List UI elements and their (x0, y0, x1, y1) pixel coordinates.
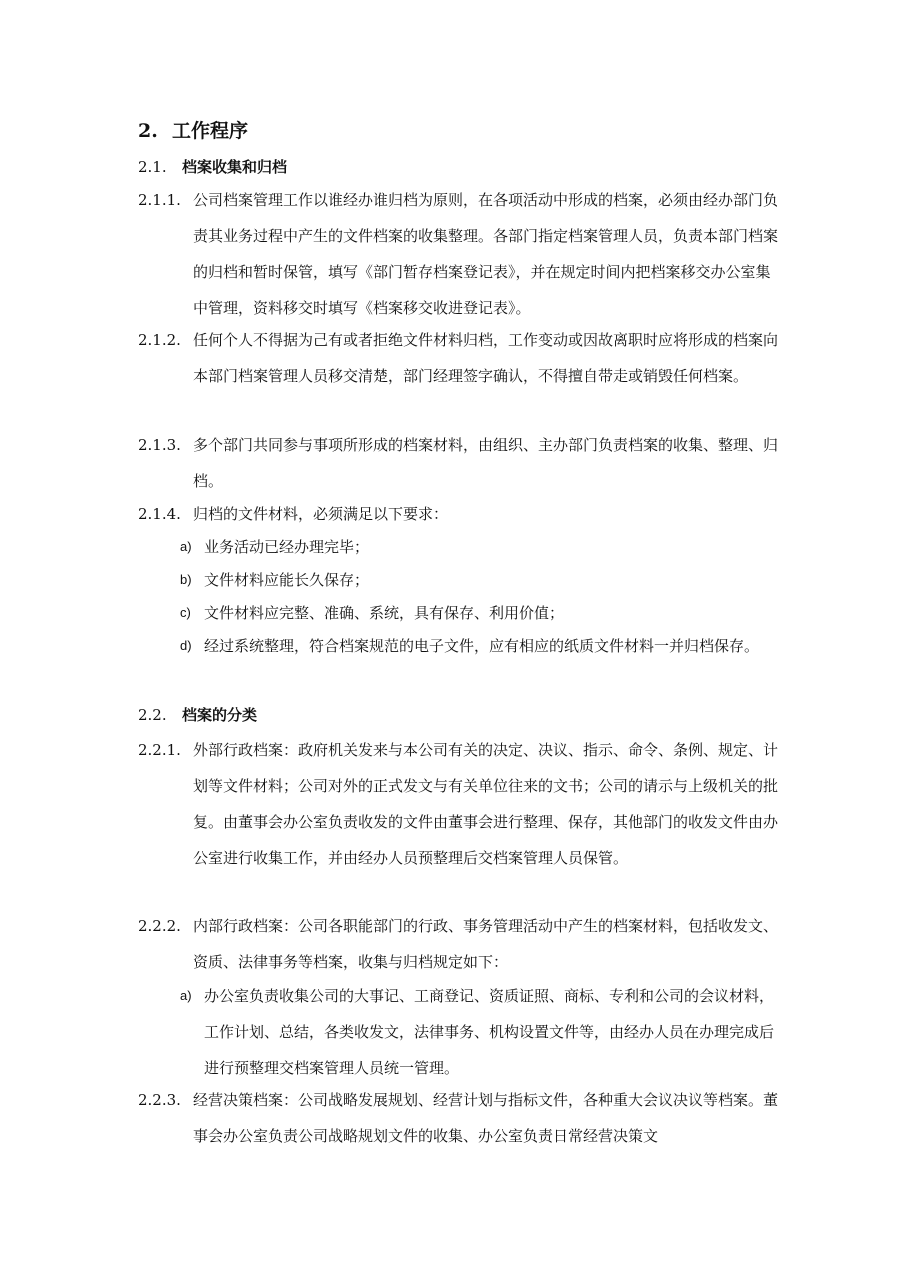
clause-text: 多个部门共同参与事项所形成的档案材料，由组织、主办部门负责档案的收集、整理、归档。 (193, 436, 779, 490)
section-heading (138, 116, 248, 146)
subsection-title: 档案收集和归档 (182, 158, 288, 176)
subsection-heading-2-1 (138, 155, 287, 179)
clause-2-1-3 (138, 427, 778, 499)
list-item-text: 业务活动已经办理完毕； (204, 538, 370, 556)
clause-text: 经营决策档案：公司战略发展规划、经营计划与指标文件，各种重大会议决议等档案。董事会办公室负责公司战略规划文件的收集、办公室负责日常经营决策文 (193, 1091, 779, 1145)
list-item-2-1-4-a (180, 529, 775, 565)
list-item-2-2-2-a (180, 978, 775, 1086)
list-item-label: a) (180, 988, 192, 1003)
clause-2-2-3 (138, 1082, 778, 1154)
clause-number: 2.1.1. (138, 191, 181, 209)
clause-text: 公司档案管理工作以谁经办谁归档为原则，在各项活动中形成的档案，必须由经办部门负责其业务过程中产生的文件档案的收集整理。各部门指定档案管理人员，负责本部门档案的归档和暂时保管，填写《部门暂存档案登记表》，并在规定时间内把档案移交办公室集中管理，资料移交时填写《档案移交收进登记表》。 (193, 191, 779, 317)
clause-text: 外部行政档案：政府机关发来与本公司有关的决定、决议、指示、命令、条例、规定、计划等文件材料；公司对外的正式发文与有关单位往来的文书；公司的请示与上级机关的批复。由董事会办公室负责收发的文件由董事会进行整理、保存，其他部门的收发文件由办公室进行收集工作，并由经办人员预整理后交档案管理人员保管。 (193, 741, 779, 867)
clause-number: 2.2.2. (138, 917, 181, 935)
list-item-text: 经过系统整理，符合档案规范的电子文件，应有相应的纸质文件材料一并归档保存。 (204, 637, 760, 655)
list-item-label: a) (180, 539, 192, 554)
subsection-number: 2.2. (138, 706, 167, 724)
clause-number: 2.2.1. (138, 741, 181, 759)
clause-2-1-1 (138, 182, 778, 326)
subsection-number: 2.1. (138, 158, 167, 176)
clause-2-2-1 (138, 732, 778, 876)
section-title: 工作程序 (172, 120, 249, 142)
clause-number: 2.1.2. (138, 331, 181, 349)
clause-text: 归档的文件材料，必须满足以下要求： (193, 505, 449, 523)
clause-number: 2.1.3. (138, 436, 181, 454)
clause-2-2-2 (138, 908, 778, 980)
list-item-label: d) (180, 638, 192, 653)
list-item-label: c) (180, 605, 191, 620)
clause-number: 2.2.3. (138, 1091, 181, 1109)
section-number: 2. (138, 120, 158, 142)
list-item-2-1-4-c (180, 595, 775, 631)
clause-number: 2.1.4. (138, 505, 181, 523)
clause-text: 内部行政档案：公司各职能部门的行政、事务管理活动中产生的档案材料，包括收发文、资质、法律事务等档案，收集与归档规定如下： (193, 917, 779, 971)
list-item-label: b) (180, 572, 192, 587)
clause-2-1-2 (138, 322, 778, 394)
subsection-title: 档案的分类 (182, 706, 258, 724)
list-item-text: 文件材料应完整、准确、系统，具有保存、利用价值； (204, 604, 565, 622)
list-item-text: 办公室负责收集公司的大事记、工商登记、资质证照、商标、专利和公司的会议材料，工作计划、总结，各类收发文，法律事务、机构设置文件等，由经办人员在办理完成后进行预整理交档案管理人员统一管理。 (204, 987, 775, 1077)
clause-text: 任何个人不得据为己有或者拒绝文件材料归档，工作变动或因故离职时应将形成的档案向本部门档案管理人员移交清楚，部门经理签字确认，不得擅自带走或销毁任何档案。 (193, 331, 779, 385)
list-item-2-1-4-b (180, 562, 775, 598)
clause-2-1-4 (138, 496, 778, 532)
list-item-2-1-4-d (180, 628, 775, 664)
subsection-heading-2-2 (138, 703, 257, 727)
list-item-text: 文件材料应能长久保存； (204, 571, 370, 589)
